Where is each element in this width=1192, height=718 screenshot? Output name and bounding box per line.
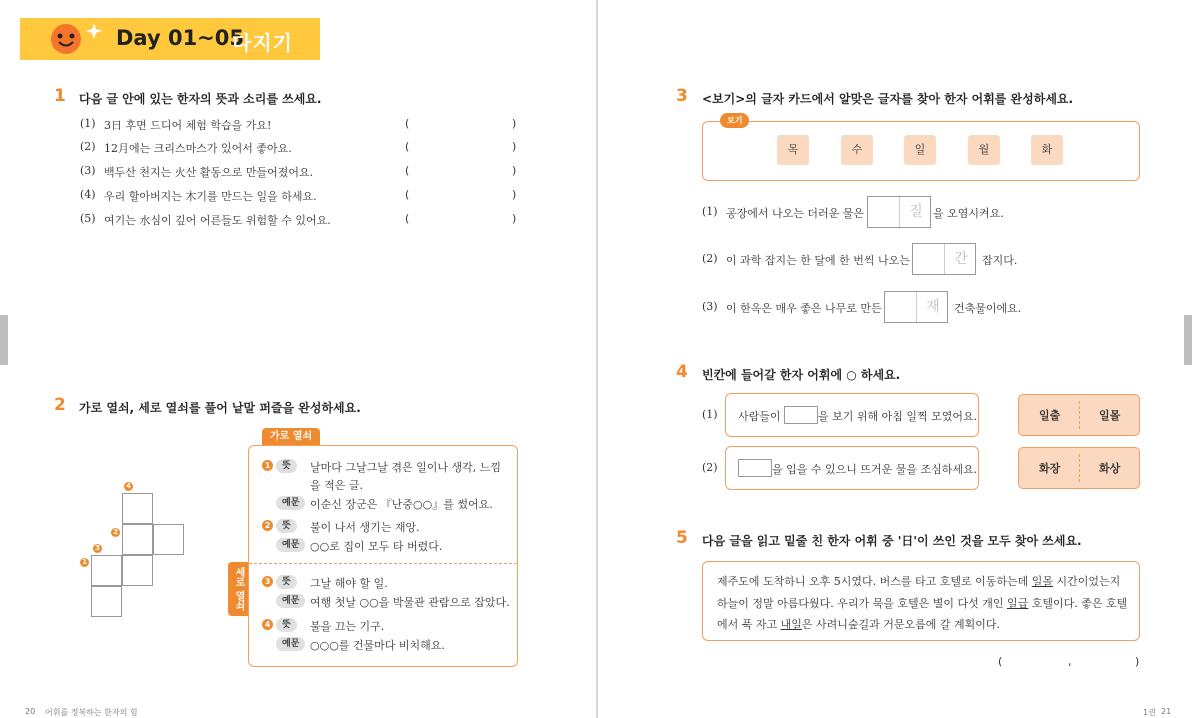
- answer-box[interactable]: [912, 243, 976, 275]
- question-number: 1: [54, 86, 66, 106]
- page-edge-tab: [1184, 315, 1192, 365]
- example-label: 예문: [276, 496, 305, 510]
- passage-line: 하늘이 정말 아름다웠다. 우리가 묵을 호텔은 별이 다섯 개인 일급 호텔이다. 좋은 호텔: [717, 597, 1128, 610]
- grid-number: 3: [93, 544, 102, 553]
- page-number: 20: [25, 707, 36, 716]
- answer-open-paren: (: [405, 188, 410, 201]
- list-item-number: (5): [80, 212, 96, 225]
- sentence-box: [725, 446, 979, 490]
- underlined-word: 내일: [780, 618, 802, 631]
- meaning-label: 뜻: [276, 618, 297, 632]
- answer-close-paren: ): [512, 117, 517, 130]
- underlined-word: 일몰: [1031, 575, 1054, 588]
- option-word[interactable]: 일몰: [1099, 409, 1121, 422]
- passage-line: 제주도에 도착하니 오후 5시였다. 버스를 타고 호텔로 이동하는데 일몰 시간이었는지: [717, 575, 1121, 588]
- question-number: 2: [54, 395, 66, 415]
- day-banner: [20, 18, 320, 60]
- clue-meaning: 날마다 그날그날 겪은 일이나 생각, 느낌: [310, 461, 501, 474]
- grid-cell[interactable]: [91, 555, 122, 586]
- book-title: 어휘를 정복하는 한자의 힘: [45, 708, 138, 717]
- option-word[interactable]: 화장: [1039, 462, 1061, 475]
- answer-open-paren: (: [405, 117, 410, 130]
- answer-open-paren: (: [405, 212, 410, 225]
- blank-box[interactable]: [784, 406, 818, 424]
- meaning-label: 뜻: [276, 575, 297, 589]
- blank-box[interactable]: [738, 459, 772, 477]
- letter-card[interactable]: 월: [968, 135, 1000, 165]
- clue-number: 3: [262, 576, 273, 587]
- list-item-number: (3): [702, 300, 718, 313]
- list-item: 백두산 천지는 火산 활동으로 만들어졌어요.: [104, 166, 314, 179]
- clue-example: 이순신 장군은 『난중○○』를 썼어요.: [310, 498, 493, 511]
- letter-card[interactable]: 일: [904, 135, 936, 165]
- list-item: 여기는 水심이 깊어 어른들도 위험할 수 있어요.: [104, 214, 331, 227]
- grid-cell[interactable]: [122, 524, 153, 555]
- question-text: 다음 글을 읽고 밑줄 친 한자 어휘 중 '日'이 쓰인 것을 모두 찾아 쓰세요.: [702, 534, 1082, 548]
- question-number: 4: [676, 362, 688, 382]
- list-item: 우리 할아버지는 木기를 만드는 일을 하세요.: [104, 190, 317, 203]
- reading-passage: [702, 561, 1140, 641]
- grid-cell[interactable]: [153, 524, 184, 555]
- page-number: 21: [1161, 707, 1172, 716]
- question-text: <보기>의 글자 카드에서 알맞은 글자를 찾아 한자 어휘를 완성하세요.: [702, 92, 1074, 106]
- answer-separator: ,: [1068, 655, 1072, 668]
- letter-card[interactable]: 화: [1031, 135, 1063, 165]
- example-label: 예문: [276, 594, 305, 608]
- answer-close-paren: ): [512, 188, 517, 201]
- clue-example: 여행 첫날 ○○을 박물관 관람으로 잡았다.: [310, 596, 510, 609]
- grid-number: 1: [80, 558, 89, 567]
- letter-card[interactable]: 수: [841, 135, 873, 165]
- grid-number: 4: [124, 482, 133, 491]
- list-item-number: (3): [80, 164, 96, 177]
- answer-open-paren: (: [405, 140, 410, 153]
- clue-example: ○○로 집이 모두 타 버렸다.: [310, 540, 443, 553]
- sentence-after: 을 입을 수 있으니 뜨거운 물을 조심하세요.: [772, 463, 978, 476]
- letter-card[interactable]: 목: [777, 135, 809, 165]
- clue-example: ○○○를 건물마다 비치해요.: [310, 639, 445, 652]
- sentence-after: 잡지다.: [982, 254, 1018, 267]
- sentence-before: 공장에서 나오는 더러운 물은: [726, 207, 865, 220]
- answer-close-paren: ): [512, 212, 517, 225]
- across-clues-tab: 가로 열쇠: [262, 428, 320, 446]
- divider: [249, 563, 517, 564]
- mascot-icon: [20, 18, 115, 60]
- clue-number: 1: [262, 460, 273, 471]
- question-text: 다음 글 안에 있는 한자의 뜻과 소리를 쓰세요.: [79, 92, 322, 106]
- volume-label: 1권: [1143, 708, 1156, 717]
- example-key-label: 보기: [720, 113, 749, 128]
- example-label: 예문: [276, 637, 305, 651]
- grid-cell[interactable]: [122, 555, 153, 586]
- clue-number: 4: [262, 619, 273, 630]
- option-word[interactable]: 일출: [1039, 409, 1061, 422]
- question-number: 5: [676, 528, 688, 548]
- option-pair: [1018, 447, 1140, 489]
- option-pair: [1018, 394, 1140, 436]
- sentence-box: [725, 393, 979, 437]
- passage-line: 에서 푹 자고 내일은 사려니숲길과 거문오름에 갈 계획이다.: [717, 618, 1001, 631]
- page-edge-tab: [0, 315, 8, 365]
- clue-number: 2: [262, 520, 273, 531]
- list-item-number: (4): [80, 188, 96, 201]
- example-label: 예문: [276, 538, 305, 552]
- sentence-after: 건축물이에요.: [954, 302, 1022, 315]
- list-item-number: (1): [702, 408, 718, 421]
- answer-close-paren: ): [1135, 655, 1140, 668]
- list-item-number: (2): [702, 252, 718, 265]
- underlined-word: 일급: [1007, 597, 1029, 610]
- clue-meaning: 불을 끄는 기구.: [310, 620, 385, 633]
- list-item-number: (1): [80, 117, 96, 130]
- hint-char: 간: [954, 251, 968, 267]
- clue-meaning: 그날 해야 할 일.: [310, 577, 388, 590]
- hint-char: 재: [926, 299, 940, 315]
- question-text: 빈칸에 들어갈 한자 어휘에 ○ 하세요.: [702, 368, 901, 382]
- answer-box[interactable]: [884, 291, 948, 323]
- meaning-label: 뜻: [276, 459, 297, 473]
- answer-close-paren: ): [512, 140, 517, 153]
- sentence-after: 을 오염시켜요.: [933, 207, 1004, 220]
- down-clues-tab: 세로 열쇠: [228, 562, 248, 616]
- answer-close-paren: ): [512, 164, 517, 177]
- sentence-after: 을 보기 위해 아침 일찍 모였어요.: [818, 410, 978, 423]
- list-item-number: (2): [702, 461, 718, 474]
- answer-open-paren: (: [405, 164, 410, 177]
- answer-box[interactable]: [867, 196, 931, 228]
- day-range: Day 01~05: [116, 26, 244, 50]
- grid-cell[interactable]: [91, 586, 122, 617]
- sentence-before: 사람들이: [738, 410, 781, 423]
- grid-cell[interactable]: [122, 493, 153, 524]
- answer-open-paren: (: [998, 655, 1003, 668]
- list-item: 3日 후면 드디어 체험 학습을 가요!: [104, 119, 272, 132]
- banner-title: 다지기: [232, 31, 293, 55]
- sentence-before: 이 한옥은 매우 좋은 나무로 만든: [726, 302, 882, 315]
- clue-meaning: 을 적은 글.: [310, 479, 363, 492]
- list-item-number: (2): [80, 140, 96, 153]
- clue-meaning: 불이 나서 생기는 재앙.: [310, 521, 420, 534]
- question-number: 3: [676, 86, 688, 106]
- question-text: 가로 열쇠, 세로 열쇠를 풀어 낱말 퍼즐을 완성하세요.: [79, 401, 361, 415]
- meaning-label: 뜻: [276, 519, 297, 533]
- option-word[interactable]: 화상: [1099, 462, 1121, 475]
- list-item: 12月에는 크리스마스가 있어서 좋아요.: [104, 142, 292, 155]
- sentence-before: 이 과학 잡지는 한 달에 한 번씩 나오는: [726, 254, 910, 267]
- list-item-number: (1): [702, 205, 718, 218]
- hint-char: 질: [909, 204, 923, 220]
- grid-number: 2: [111, 528, 120, 537]
